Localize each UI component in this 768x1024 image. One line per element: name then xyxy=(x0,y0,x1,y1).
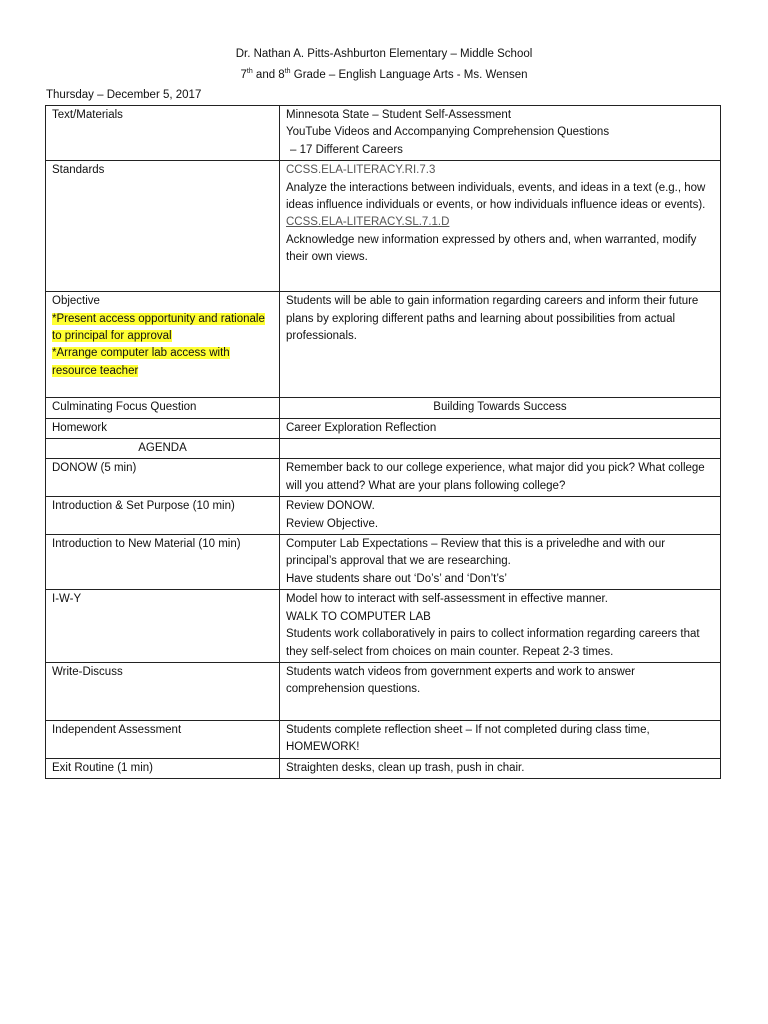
row-independent-assessment xyxy=(46,720,721,758)
label-exit-routine: Exit Routine (1 min) xyxy=(46,758,280,778)
value-write-discuss: Students watch videos from government experts and work to answer comprehension questions. xyxy=(280,662,721,720)
label-write-discuss: Write-Discuss xyxy=(46,662,280,720)
value-homework: Career Exploration Reflection xyxy=(280,418,721,438)
lesson-date: Thursday – December 5, 2017 xyxy=(46,89,202,101)
row-write-discuss xyxy=(46,662,721,720)
label-intro-material: Introduction to New Material (10 min) xyxy=(46,535,280,590)
row-intro-material xyxy=(46,535,721,590)
row-donow xyxy=(46,459,721,497)
row-agenda xyxy=(46,439,721,459)
value-donow: Remember back to our college experience, what major did you pick? What college will you attend? What are your plans following college? xyxy=(280,459,721,497)
value-text-materials: Minnesota State – Student Self-Assessment YouTube Videos and Accompanying Comprehension Questions – 17 Different Careers xyxy=(280,106,721,161)
label-independent-assessment: Independent Assessment xyxy=(46,720,280,758)
standard-sl-7-1-d-link[interactable]: CCSS.ELA-LITERACY.SL.7.1.D xyxy=(286,216,450,229)
row-standards xyxy=(46,161,721,292)
value-focus-question: Building Towards Success xyxy=(280,398,721,418)
course-title: 7th and 8th Grade – English Language Arts - Ms. Wensen xyxy=(240,68,528,81)
value-intro-material: Computer Lab Expectations – Review that this is a priveledhe and with our principal’s approval that we are researching. Have students share out ‘Do’s’ and ‘Don’t’s’ xyxy=(280,535,721,590)
standard-ri-7-3-link[interactable]: CCSS.ELA-LITERACY.RI.7.3 xyxy=(286,164,436,177)
row-objective xyxy=(46,292,721,398)
label-text-materials: Text/Materials xyxy=(46,106,280,161)
value-exit-routine: Straighten desks, clean up trash, push in chair. xyxy=(280,758,721,778)
value-iwy: Model how to interact with self-assessment in effective manner. WALK TO COMPUTER LAB Students work collaboratively in pairs to collect information regarding careers that they self-select from choices on main counter. Repeat 2-3 times. xyxy=(280,590,721,663)
label-homework: Homework xyxy=(46,418,280,438)
lesson-plan-table xyxy=(45,105,721,779)
row-exit-routine xyxy=(46,758,721,778)
label-objective: Objective *Present access opportunity and rationale to principal for approval *Arrange computer lab access with resource teacher xyxy=(46,292,280,398)
value-intro-purpose: Review DONOW. Review Objective. xyxy=(280,497,721,535)
agenda-empty-cell xyxy=(280,439,721,459)
label-standards: Standards xyxy=(46,161,280,292)
value-standards: CCSS.ELA-LITERACY.RI.7.3 Analyze the interactions between individuals, events, and ideas in a text (e.g., how ideas influence individuals or events, or how individuals influence ideas or events). CCSS.ELA-LITERACY.SL.7.1.D Acknowledge new information expressed by others and, when warranted, modify their own views. xyxy=(280,161,721,292)
objective-note-2: *Arrange computer lab access with resource teacher xyxy=(52,347,230,377)
row-intro-purpose xyxy=(46,497,721,535)
label-iwy: I-W-Y xyxy=(46,590,280,663)
row-homework xyxy=(46,418,721,438)
value-independent-assessment: Students complete reflection sheet – If not completed during class time, HOMEWORK! xyxy=(280,720,721,758)
row-iwy xyxy=(46,590,721,663)
objective-note-1: *Present access opportunity and rationale to principal for approval xyxy=(52,312,265,343)
label-donow: DONOW (5 min) xyxy=(46,459,280,497)
row-text-materials xyxy=(46,106,721,161)
row-focus-question xyxy=(46,398,721,418)
value-objective: Students will be able to gain information regarding careers and inform their future plans by exploring different paths and learning about possibilities from actual professionals. xyxy=(280,292,721,398)
label-intro-purpose: Introduction & Set Purpose (10 min) xyxy=(46,497,280,535)
school-title: Dr. Nathan A. Pitts-Ashburton Elementary – Middle School xyxy=(235,48,533,60)
agenda-heading: AGENDA xyxy=(46,439,280,459)
label-focus-question: Culminating Focus Question xyxy=(46,398,280,418)
